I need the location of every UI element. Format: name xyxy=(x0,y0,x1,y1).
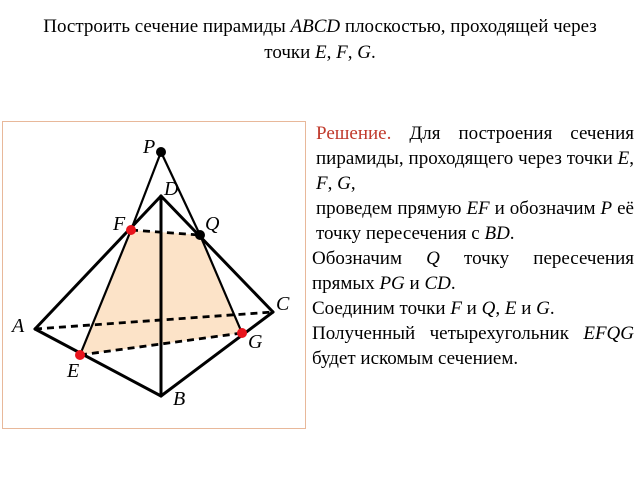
solution-paragraph-4: Соединим точки F и Q, E и G. xyxy=(312,298,555,319)
solution-text xyxy=(312,121,634,371)
point-q xyxy=(195,230,205,240)
task-statement: Построить сечение пирамиды ABCD плоскостью, проходящей через точки E, F, G. xyxy=(43,16,597,63)
solution-paragraph-5: Полученный четырехугольник EFQG будет искомым сечением. xyxy=(312,323,634,369)
solution-paragraph-1: Решение. Для построения сечения пирамиды, проходящего через точки E, F, G, xyxy=(316,123,634,194)
line-fp xyxy=(131,152,161,230)
label-e: E xyxy=(67,360,80,382)
solution-paragraph-2: проведем прямую EF и обозначим P её точку пересечения с BD. xyxy=(316,198,634,244)
pyramid-figure xyxy=(2,121,306,429)
point-p xyxy=(156,147,166,157)
label-g: G xyxy=(248,331,263,353)
label-p: P xyxy=(143,136,156,158)
point-e xyxy=(75,350,85,360)
point-g xyxy=(237,328,247,338)
pyramid-drawing xyxy=(3,122,305,428)
label-q: Q xyxy=(205,213,220,235)
point-f xyxy=(126,225,136,235)
label-d: D xyxy=(164,178,179,200)
label-b: B xyxy=(173,388,186,410)
pyramid-name: ABCD xyxy=(290,16,341,37)
label-f: F xyxy=(113,213,126,235)
solution-heading: Решение. xyxy=(316,123,392,144)
label-c: C xyxy=(276,293,290,315)
label-a: A xyxy=(12,315,25,337)
solution-paragraph-3: Обозначим Q точку пересечения прямых PG и CD. xyxy=(312,248,634,294)
